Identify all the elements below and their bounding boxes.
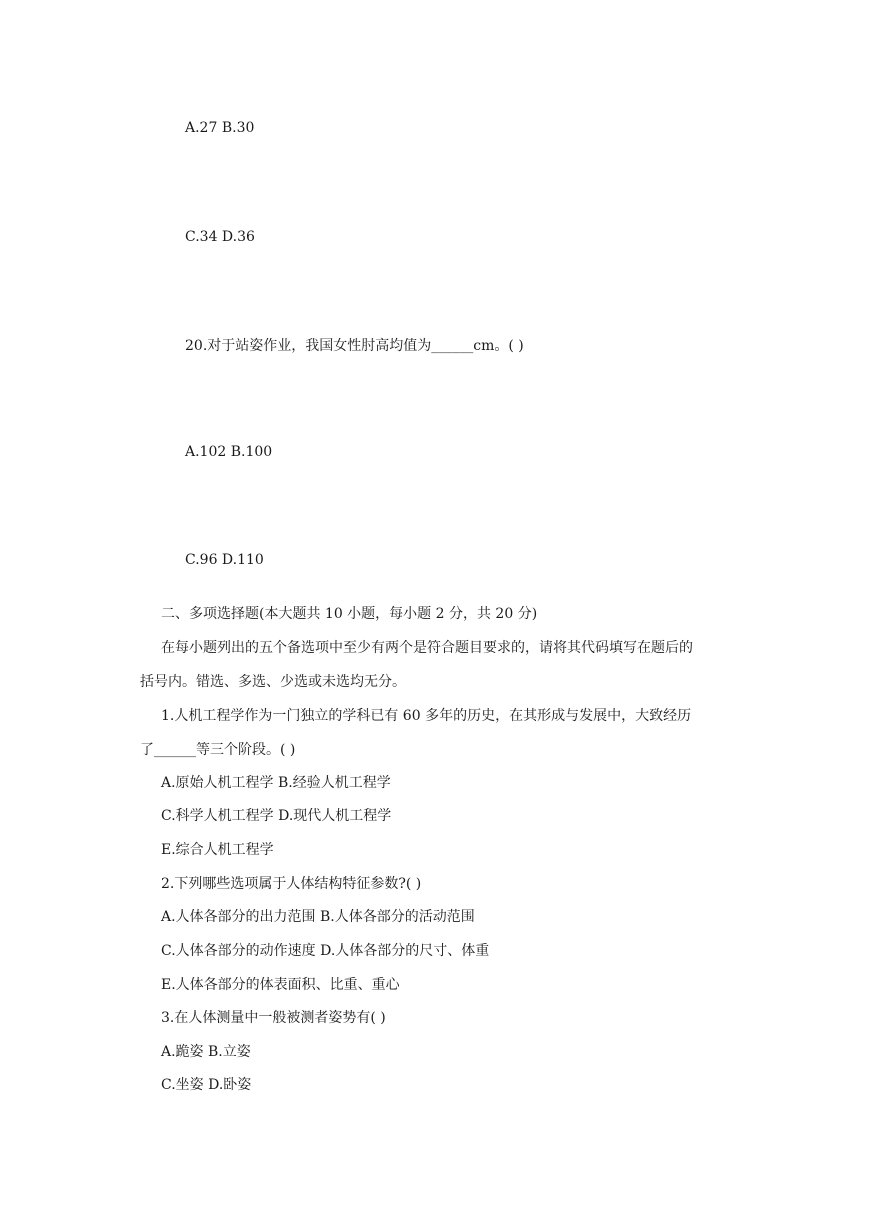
q1-option-e: E.综合人机工程学 — [161, 842, 274, 858]
q3-option-cd: C.坐姿 D.卧姿 — [161, 1077, 252, 1093]
q2-option-cd: C.人体各部分的动作速度 D.人体各部分的尺寸、体重 — [161, 943, 490, 959]
q3-stem: 3.在人体测量中一般被测者姿势有( ) — [161, 1010, 386, 1026]
q19-options-cd: C.34 D.36 — [185, 229, 255, 245]
q1-option-cd: C.科学人机工程学 D.现代人机工程学 — [161, 808, 392, 824]
section2-heading: 二、多项选择题(本大题共 10 小题，每小题 2 分，共 20 分) — [161, 606, 538, 622]
instructions-line2: 括号内。错选、多选、少选或未选均无分。 — [140, 674, 406, 690]
q2-stem: 2.下列哪些选项属于人体结构特征参数?( ) — [161, 876, 422, 892]
q1-option-ab: A.原始人机工程学 B.经验人机工程学 — [161, 775, 391, 791]
instructions-line1: 在每小题列出的五个备选项中至少有两个是符合题目要求的，请将其代码填写在题后的 — [161, 640, 693, 656]
q20-stem: 20.对于站姿作业，我国女性肘高均值为______cm。( ) — [185, 338, 524, 354]
q2-option-e: E.人体各部分的体表面积、比重、重心 — [161, 977, 400, 993]
q1-stem-line1: 1.人机工程学作为一门独立的学科已有 60 多年的历史，在其形成与发展中，大致经历 — [161, 708, 692, 724]
q20-options-cd: C.96 D.110 — [185, 552, 264, 568]
q3-option-ab: A.跪姿 B.立姿 — [161, 1044, 251, 1060]
q2-option-ab: A.人体各部分的出力范围 B.人体各部分的活动范围 — [161, 909, 475, 925]
q19-options-ab: A.27 B.30 — [185, 120, 255, 136]
q1-stem-line2: 了______等三个阶段。( ) — [140, 742, 296, 758]
q20-options-ab: A.102 B.100 — [185, 444, 273, 460]
